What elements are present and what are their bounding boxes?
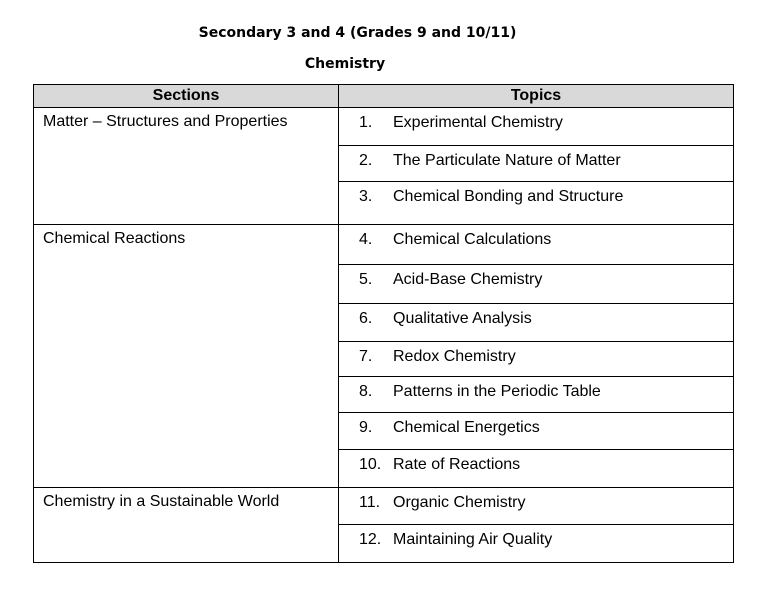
topic-label: Patterns in the Periodic Table	[393, 383, 601, 400]
topic-cell	[339, 488, 734, 525]
topic-label: Acid-Base Chemistry	[393, 271, 543, 288]
topic-number: 6.	[359, 310, 373, 327]
document-subtitle: Chemistry	[304, 56, 386, 72]
topic-item	[339, 450, 733, 476]
topic-cell	[339, 450, 734, 488]
topic-item	[339, 146, 733, 172]
section-label: Chemical Reactions	[43, 230, 186, 247]
topic-label: Redox Chemistry	[393, 348, 516, 365]
table-body	[34, 108, 734, 563]
topic-cell	[339, 265, 734, 304]
topic-item	[339, 488, 733, 514]
section-label: Matter – Structures and Properties	[43, 113, 288, 130]
topic-label: Chemical Bonding and Structure	[393, 188, 624, 205]
topic-item	[339, 525, 733, 551]
topic-number: 10.	[359, 456, 382, 473]
topic-item	[339, 182, 733, 208]
topic-label: Chemical Energetics	[393, 419, 540, 436]
topic-cell	[339, 225, 734, 265]
topic-label: Qualitative Analysis	[393, 310, 532, 327]
section-cell	[34, 488, 339, 563]
topic-number: 5.	[359, 271, 373, 288]
topic-label: Chemical Calculations	[393, 231, 552, 248]
topic-number: 3.	[359, 188, 373, 205]
topic-label: The Particulate Nature of Matter	[393, 152, 621, 169]
topic-item	[339, 413, 733, 439]
topic-item	[339, 108, 733, 134]
topic-item	[339, 265, 733, 291]
topic-number: 2.	[359, 152, 373, 169]
section-cell	[34, 225, 339, 488]
topic-cell	[339, 377, 734, 413]
topic-label: Rate of Reactions	[393, 456, 521, 473]
topic-cell	[339, 304, 734, 342]
topic-number: 1.	[359, 114, 373, 131]
topic-number: 7.	[359, 348, 373, 365]
topic-cell	[339, 413, 734, 450]
topic-number: 4.	[359, 231, 373, 248]
topic-cell	[339, 342, 734, 377]
topic-label: Experimental Chemistry	[393, 114, 563, 131]
topic-number: 8.	[359, 383, 373, 400]
topic-number: 11.	[359, 494, 381, 511]
section-cell	[34, 108, 339, 225]
table-row	[34, 225, 734, 265]
topic-cell	[339, 182, 734, 225]
table-row	[34, 488, 734, 525]
topic-number: 9.	[359, 419, 373, 436]
topic-label: Organic Chemistry	[393, 494, 526, 511]
section-label: Chemistry in a Sustainable World	[43, 493, 280, 510]
topic-cell	[339, 108, 734, 146]
topic-item	[339, 377, 733, 403]
document-title: Secondary 3 and 4 (Grades 9 and 10/11)	[198, 25, 517, 41]
topic-cell	[339, 525, 734, 563]
table-row	[34, 108, 734, 146]
topics-header: Topics	[339, 85, 734, 108]
topic-item	[339, 225, 733, 251]
sections-header: Sections	[34, 85, 339, 108]
topic-item	[339, 342, 733, 368]
topic-label: Maintaining Air Quality	[393, 531, 553, 548]
curriculum-table	[33, 84, 734, 563]
topic-cell	[339, 146, 734, 182]
topic-item	[339, 304, 733, 330]
table-header-row	[34, 85, 734, 108]
topic-number: 12.	[359, 531, 382, 548]
